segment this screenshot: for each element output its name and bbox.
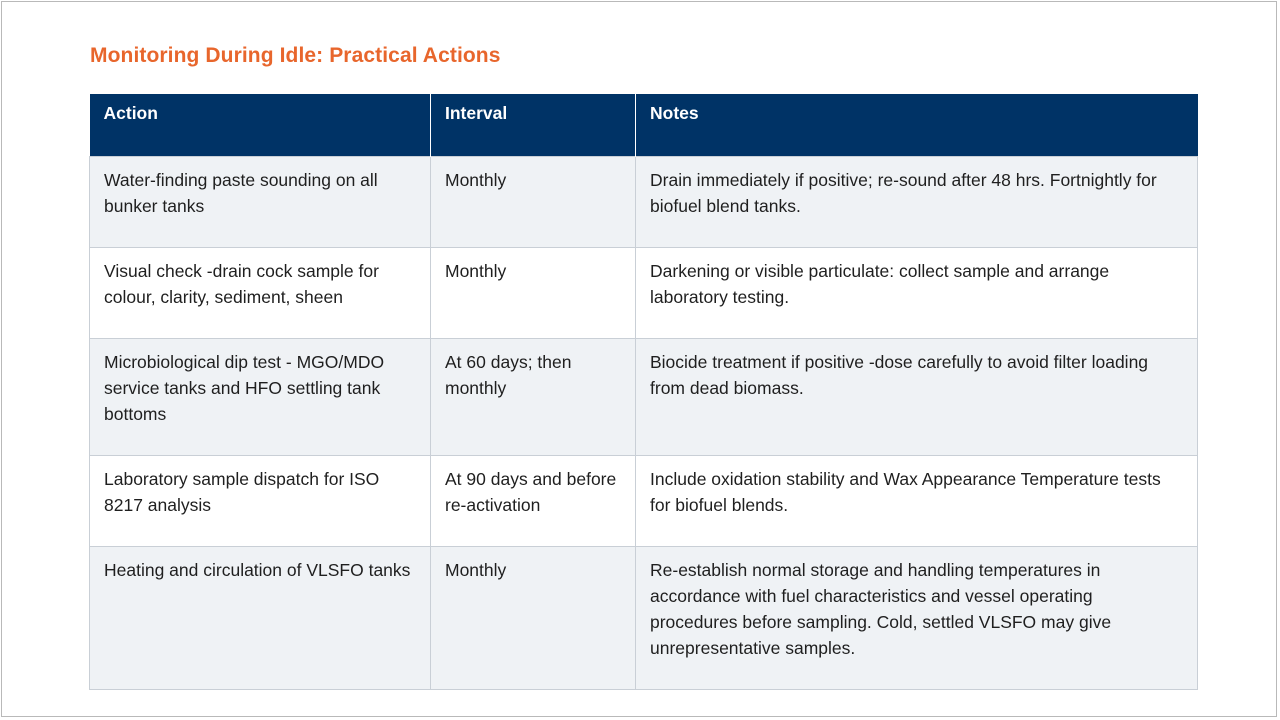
notes-cell: Drain immediately if positive; re-sound after 48 hrs. Fortnightly for biofuel blend tanks. [636, 156, 1198, 247]
action-cell: Water-finding paste sounding on all bunker tanks [90, 156, 431, 247]
action-cell: Visual check -drain cock sample for colour, clarity, sediment, sheen [90, 247, 431, 338]
slide-title: Monitoring During Idle: Practical Actions [90, 44, 501, 67]
interval-cell: Monthly [431, 156, 636, 247]
table-row [90, 247, 1198, 338]
interval-cell: At 60 days; then monthly [431, 338, 636, 455]
table-row [90, 546, 1198, 689]
interval-cell: At 90 days and before re-activation [431, 455, 636, 546]
header-interval: Interval [431, 94, 636, 156]
header-action: Action [90, 94, 431, 156]
action-cell: Heating and circulation of VLSFO tanks [90, 546, 431, 689]
table-row [90, 156, 1198, 247]
table-row [90, 338, 1198, 455]
interval-cell: Monthly [431, 247, 636, 338]
notes-cell: Include oxidation stability and Wax Appearance Temperature tests for biofuel blends. [636, 455, 1198, 546]
slide-frame [1, 1, 1277, 717]
notes-cell: Darkening or visible particulate: collect sample and arrange laboratory testing. [636, 247, 1198, 338]
notes-cell: Biocide treatment if positive -dose carefully to avoid filter loading from dead biomass. [636, 338, 1198, 455]
notes-cell: Re-establish normal storage and handling temperatures in accordance with fuel characteristics and vessel operating procedures before sampling. Cold, settled VLSFO may give unrepresentative samples. [636, 546, 1198, 689]
action-cell: Laboratory sample dispatch for ISO 8217 analysis [90, 455, 431, 546]
header-notes: Notes [636, 94, 1198, 156]
interval-cell: Monthly [431, 546, 636, 689]
action-cell: Microbiological dip test - MGO/MDO service tanks and HFO settling tank bottoms [90, 338, 431, 455]
actions-table [89, 94, 1198, 690]
table-row [90, 455, 1198, 546]
table-header-row [90, 94, 1198, 156]
